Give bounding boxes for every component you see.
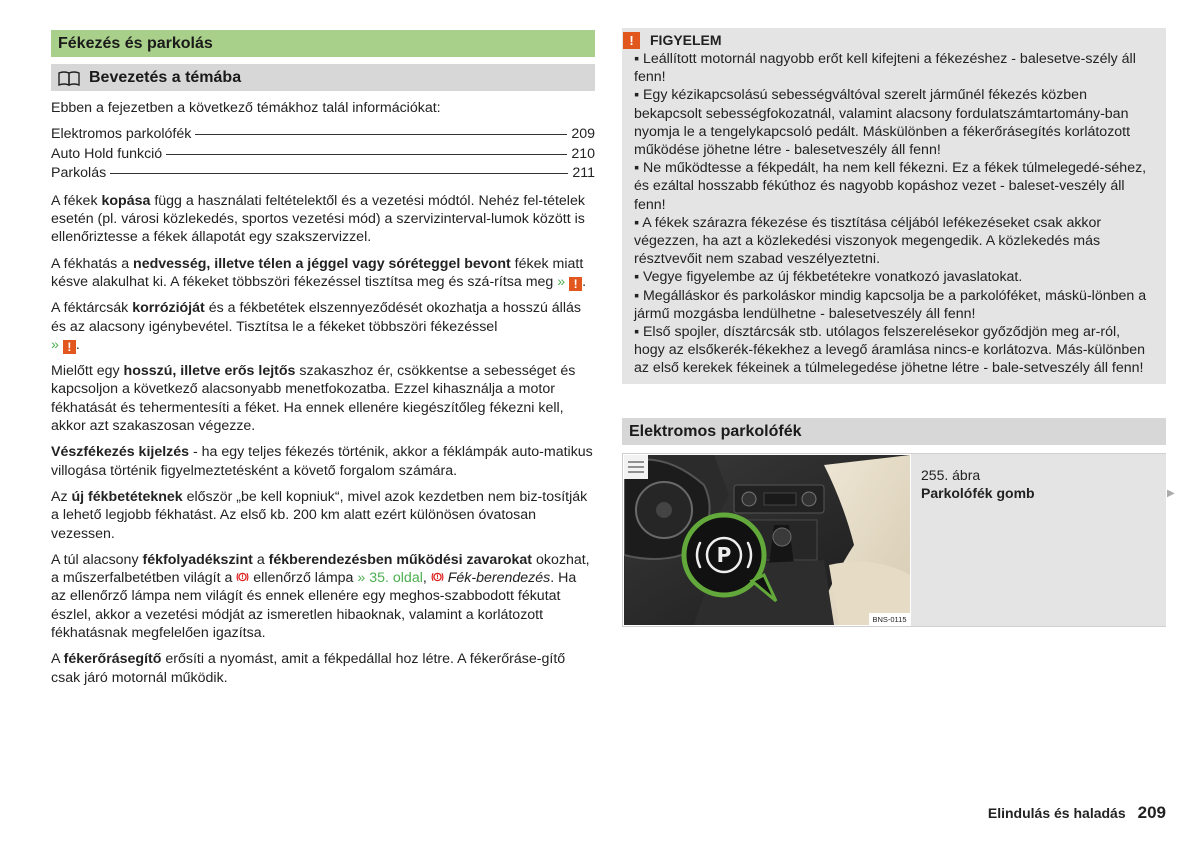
parking-symbol-letter: P <box>716 543 732 567</box>
paragraph-slope: Mielőtt egy hosszú, illetve erős lejtős szakaszhoz ér, csökkentse a sebességet és kapcsoljon a következő alacsonyabb menetfokozatba. Ezzel kihasználja a motor fékhatását és tehermentesíti a féket. Ha ennek ellenére kiegészítőleg fékezni kell, akkor azt szakaszosan végezze. <box>51 363 576 435</box>
em-section-title: Elektromos parkolófék <box>622 418 1166 445</box>
paragraph-wear: A fékek kopása függ a használati feltételektől és a vezetési módtól. Nehéz fel-tételek esetén (pl. városi közlekedés, sportos vezetési mód) a szervizinterval-lumok között is ellenőriztesse a fékek állapotát egy szakszervizzel. <box>51 192 585 246</box>
continue-arrow-icon: ▶ <box>1167 488 1175 499</box>
toc-row[interactable] <box>51 125 595 145</box>
warning-header <box>629 31 1154 50</box>
warning-item: ▪ Első spojler, dísztárcsák stb. utólagos felszerelésekor győződjön meg ar-ról, hogy az elsőkerék-fékekhez a levegő áramlása nincs-e korlátozva. Más-különben az első kerekek fékeinek a túlmelegedése jöhetne létre - bale-setveszély áll fenn! <box>634 324 1146 377</box>
section-title: Fékezés és parkolás <box>51 30 595 57</box>
warning-item: ▪ Ne működtesse a fékpedált, ha nem kell fékezni. Ez a fékek túlmelegedé-séhez, és ezáltal hosszabb fékúthoz és nagyobb kopáshoz vezet - baleset-veszély áll fenn! <box>634 160 1147 213</box>
toc-label: Auto Hold funkció <box>51 145 163 162</box>
paragraph-emergency: Vészfékezés kijelzés - ha egy teljes fékezés történik, akkor a féklámpák auto-matikus villogása történik figyelmeztetésként a követő forgalom számára. <box>51 444 593 479</box>
svg-text:!: ! <box>241 574 245 582</box>
warning-icon: ! <box>623 32 640 49</box>
toc <box>51 125 595 184</box>
warning-item: ▪ A fékek szárazra fékezése és tisztítása céljából lefékezéseket csak akkor végezzen, ha azt a közlekedési viszonyok megengedik. A közlekedés más résztvevőit nem szabad veszélyeztetni. <box>634 214 1102 268</box>
paragraph-corrosion: A féktárcsák korrózióját és a fékbetétek elszennyeződését okozhatja a hosszú állás és az alacsony igénybevétel. Tisztítsa le a fékeket többszöri fékezéssel » ! . <box>51 300 581 354</box>
sub-title <box>51 64 595 91</box>
page-link[interactable]: » 35. oldal <box>357 570 423 587</box>
parking-brake-illustration <box>624 455 910 625</box>
figure-box <box>622 453 1166 627</box>
page-footer <box>988 804 1166 822</box>
toc-label: Parkolás <box>51 165 107 182</box>
figure-number: 255. ábra <box>921 467 981 483</box>
right-column <box>622 28 1166 384</box>
chapter-name: Elindulás és haladás <box>987 805 1126 821</box>
left-column <box>51 30 595 687</box>
warning-item: ▪ Leállított motornál nagyobb erőt kell kifejteni a fékezéshez - balesetve-szély áll fenn! <box>634 51 1136 86</box>
toc-page: 211 <box>572 165 595 182</box>
toc-leader <box>166 154 567 155</box>
toc-label: Elektromos parkolófék <box>51 126 192 143</box>
warning-ref-link[interactable]: » <box>553 273 566 290</box>
warning-item: ▪ Megálláskor és parkoláskor mindig kapcsolja be a parkolóféket, máskü-lönben a jármű mozgásba lendülhetne - balesetveszély áll fenn! <box>634 287 1147 322</box>
paragraph-fluid: A túl alacsony fékfolyadékszint a fékberendezésben működési zavarokat okozhat, a műszerfalbetétben világít a ! ellenőrző lámpa » 35. oldal, ! Fék-berendezés. Ha az ellenőrző lámpa nem világít és ennek ellenére egy meghos-szabbodott fékutat észlel, akkor a vezetési módját az ismeretlen hibaoknak, valamint a korlátozott fékhatásnak megfelelően igazítsa. <box>51 551 590 642</box>
toc-page: 209 <box>571 126 595 143</box>
paragraph-new-pads: Az új fékbetéteknek először „be kell kopniuk“, mivel azok kezdetben nem biz-tosítják a lehető legjobb fékhatást. Az első kb. 200 km alatt ezért különösen óvatosan vezessen. <box>51 488 588 542</box>
toc-leader <box>110 173 568 174</box>
svg-text:!: ! <box>435 574 439 582</box>
warning-icon: ! <box>569 277 582 291</box>
paragraph-wet: A fékhatás a nedvesség, illetve télen a jéggel vagy sóréteggel bevont fékek miatt késve alakulhat ki. A fékeket többszöri fékezéssel tisztítsa meg és szá-rítsa meg » ! . <box>51 255 587 291</box>
warning-ref-link[interactable]: » <box>51 336 59 353</box>
toc-row[interactable] <box>51 145 595 165</box>
warning-icon: ! <box>63 340 76 354</box>
page-number: 209 <box>1137 803 1166 822</box>
warning-item: ▪ Vegye figyelembe az új fékbetétekre vonatkozó javaslatokat. <box>634 269 1023 286</box>
warning-title: FIGYELEM <box>650 32 722 49</box>
figure-caption <box>921 466 1161 503</box>
brake-warning-lamp-icon <box>431 571 444 583</box>
warning-box <box>622 28 1166 384</box>
figure-title: Parkolófék gomb <box>921 485 1035 502</box>
book-icon <box>58 70 80 86</box>
brake-warning-lamp-icon <box>236 571 249 583</box>
warning-item: ▪ Egy kézikapcsolású sebességváltóval szerelt járműnél fékezés közben bekapcsolt sebességfokozatnál, valamint alacsony fordulatszámtartomány-ban nyomja le a tengelykapcsoló pedált. Máskülönben a fékerőrásegítés korlátozott működése jöhetne létre - balesetveszély áll fenn! <box>634 87 1131 159</box>
sub-title-text: Bevezetés a témába <box>89 69 242 86</box>
toc-row[interactable] <box>51 164 595 184</box>
paragraph-booster: A fékerőrásegítő erősíti a nyomást, amit a fékpedállal hoz létre. A fékerőráse-gítő csak járó motornál működik. <box>51 651 566 686</box>
intro-text: Ebben a fejezetben a következő témákhoz talál információkat: <box>51 100 441 116</box>
figure-code: BNS-0115 <box>872 615 907 624</box>
toc-leader <box>195 134 567 135</box>
toc-page: 210 <box>571 145 595 162</box>
